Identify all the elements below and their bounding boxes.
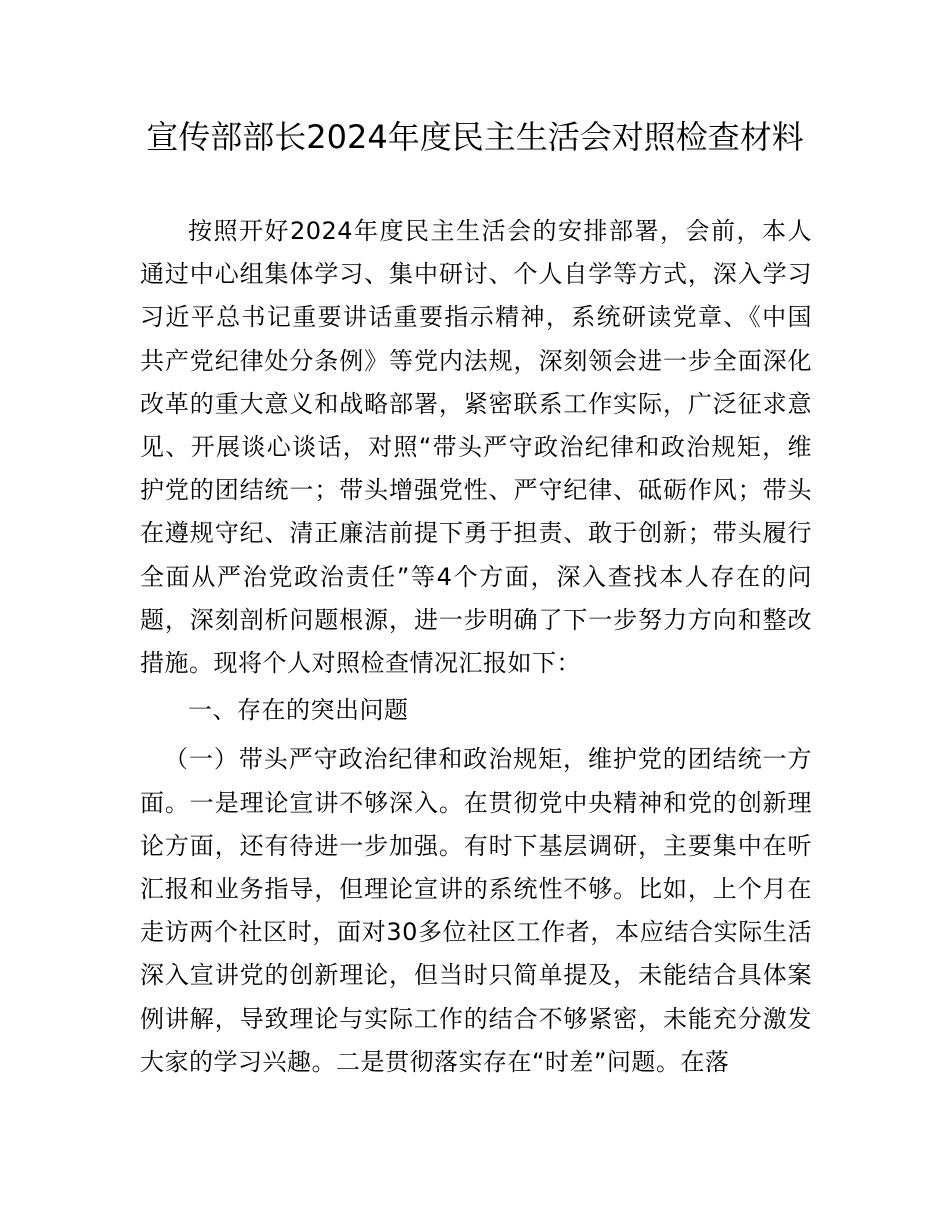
- intro-paragraph: 按照开好2024年度民主生活会的安排部署，会前，本人通过中心组集体学习、集中研讨、个人自学等方式，深入学习习近平总书记重要讲话重要指示精神，系统研读党章、《中国共产党纪律处分条例》等党内法规，深刻领会进一步全面深化改革的重大意义和战略部署，紧密联系工作实际，广泛征求意见、开展谈心谈话，对照“带头严守政治纪律和政治规矩，维护党的团结统一；带头增强党性、严守纪律、砥砺作风；带头在遵规守纪、清正廉洁前提下勇于担责、敢于创新；带头履行全面从严治党政治责任”等4个方面，深入查找本人存在的问题，深刻剖析问题根源，进一步明确了下一步努力方向和整改措施。现将个人对照检查情况汇报如下：: [140, 217, 812, 678]
- section-heading: 一、存在的突出问题: [188, 696, 409, 725]
- subsection-paragraph: （一）带头严守政治纪律和政治规矩，维护党的团结统一方面。一是理论宣讲不够深入。在贯彻党中央精神和党的创新理论方面，还有待进一步加强。有时下基层调研，主要集中在听汇报和业务指导，但理论宣讲的系统性不够。比如，上个月在走访两个社区时，面对30多位社区工作者，本应结合实际生活深入宣讲党的创新理论，但当时只简单提及，未能结合具体案例讲解，导致理论与实际工作的结合不够紧密，未能充分激发大家的学习兴趣。二是贯彻落实存在“时差”问题。在落: [140, 745, 812, 1076]
- document-body: [140, 210, 812, 1084]
- document-title: 宣传部部长2024年度民主生活会对照检查材料: [146, 118, 804, 156]
